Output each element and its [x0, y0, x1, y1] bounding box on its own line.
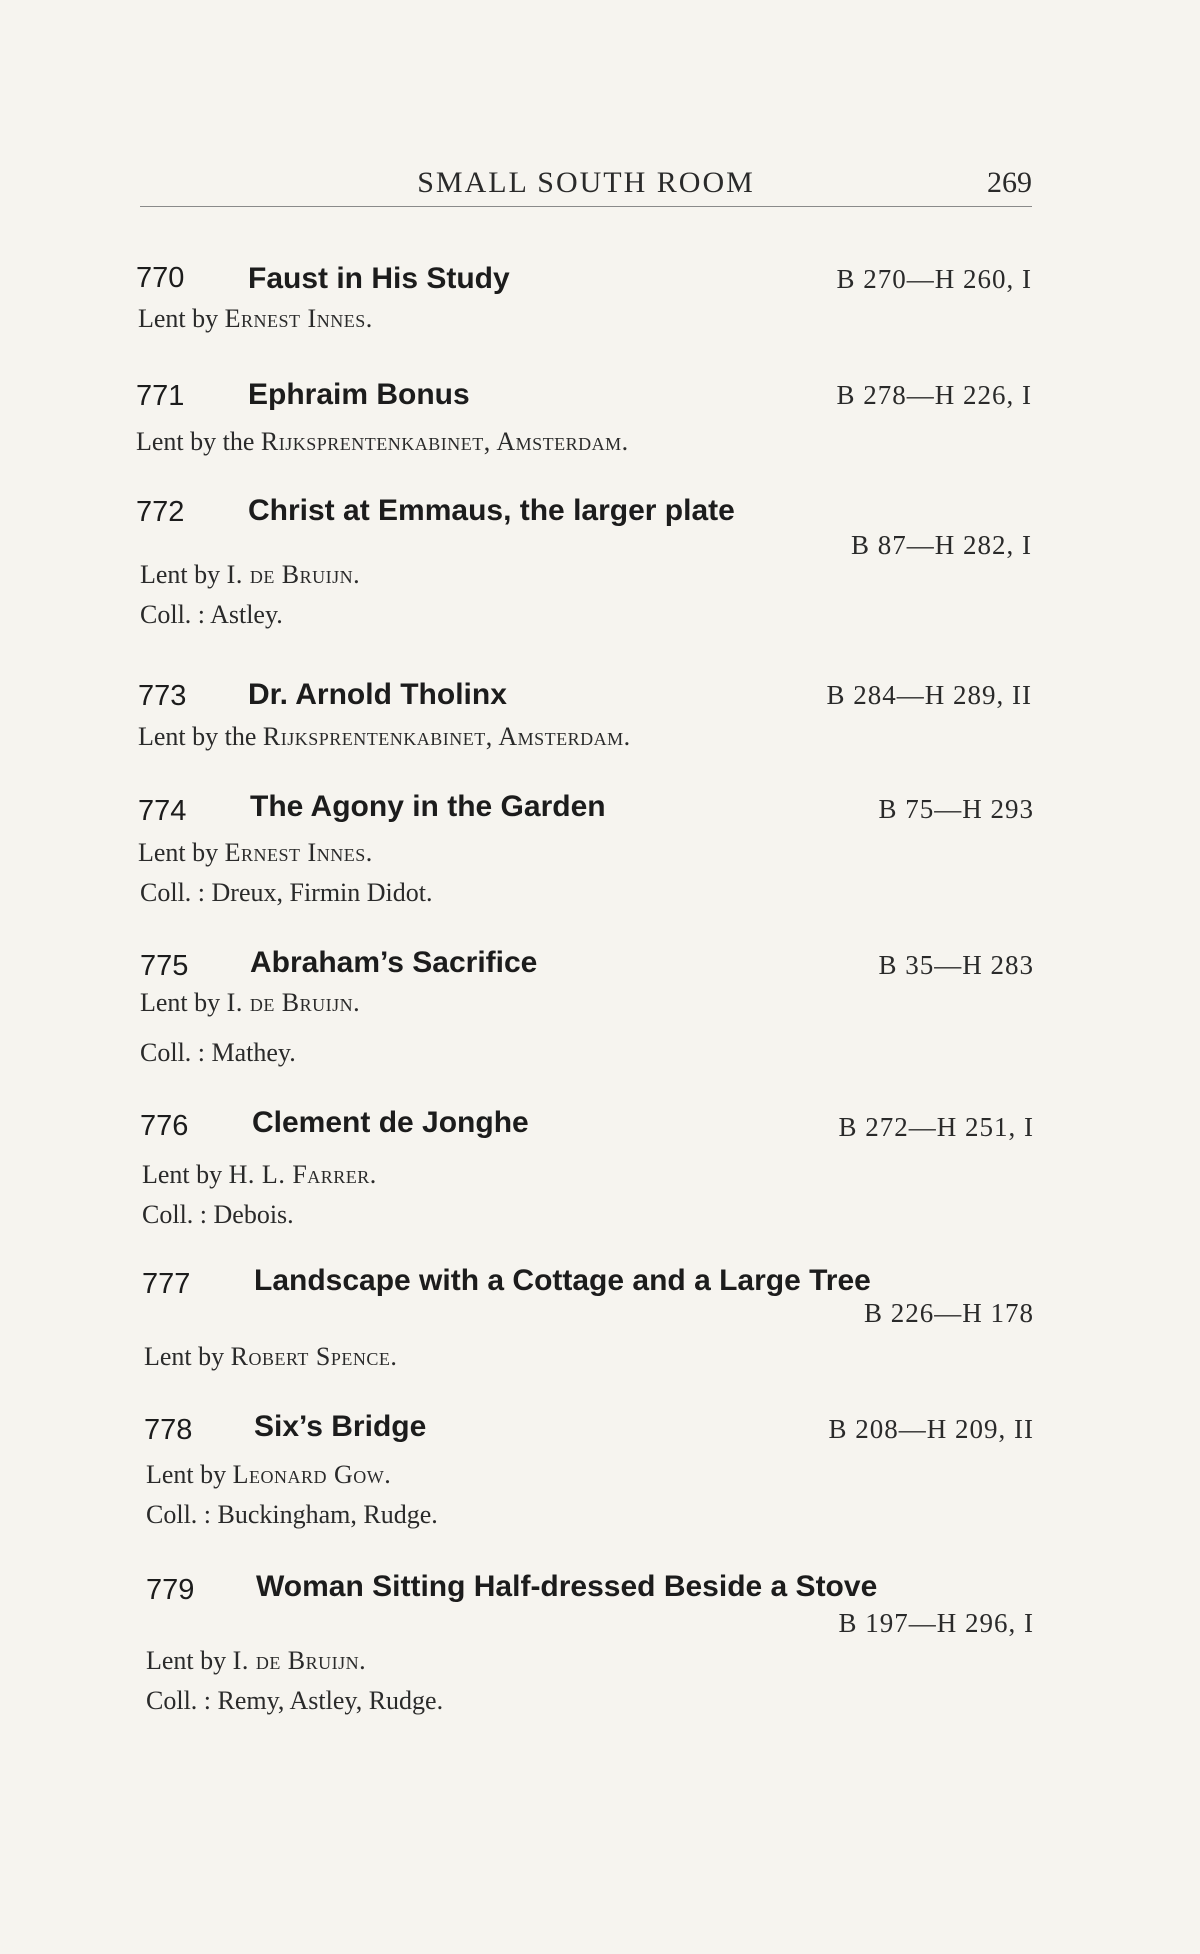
entry-title: Faust in His Study	[248, 262, 510, 295]
lent-by-label: Lent by	[144, 1342, 231, 1371]
entry-title: The Agony in the Garden	[250, 790, 606, 823]
entry-number: 773	[138, 680, 187, 712]
page-number: 269	[987, 166, 1032, 199]
lender-name: Rijksprentenkabinet, Amsterdam.	[262, 722, 631, 751]
lent-by-label: Lent by the	[138, 722, 263, 751]
entry-title: Six’s Bridge	[254, 1410, 427, 1443]
entry-title: Christ at Emmaus, the larger plate	[248, 494, 735, 527]
entry-title: Clement de Jonghe	[252, 1106, 529, 1139]
lender-name: I. de Bruijn.	[232, 1646, 367, 1675]
lent-by-line	[136, 427, 629, 457]
lent-by-line	[140, 988, 360, 1018]
entry-title: Landscape with a Cottage and a Large Tree	[254, 1264, 871, 1297]
entry-title: Dr. Arnold Tholinx	[248, 678, 507, 711]
entry-reference: B 35—H 283	[878, 950, 1034, 980]
lent-by-label: Lent by	[146, 1460, 233, 1489]
entry-number: 774	[138, 795, 187, 827]
entry-number: 779	[146, 1574, 195, 1606]
entry-reference: B 208—H 209, II	[828, 1414, 1034, 1444]
entry-number: 778	[144, 1414, 193, 1446]
entry-number: 772	[136, 496, 185, 528]
lent-by-line	[146, 1460, 391, 1490]
lender-name: Leonard Gow.	[232, 1460, 392, 1489]
lender-name: I. de Bruijn.	[226, 988, 361, 1017]
collection-line: Coll. : Mathey.	[140, 1038, 296, 1067]
lent-by-line	[138, 838, 373, 868]
lender-name: Robert Spence.	[230, 1342, 398, 1371]
entry-title: Woman Sitting Half-dressed Beside a Stove	[256, 1570, 878, 1603]
lender-name: Ernest Innes.	[224, 304, 373, 333]
entry-reference: B 87—H 282, I	[851, 530, 1032, 560]
entry-reference: B 278—H 226, I	[836, 380, 1032, 410]
lent-by-label: Lent by	[142, 1160, 229, 1189]
lent-by-label: Lent by	[140, 988, 227, 1017]
lender-name: H. L. Farrer.	[228, 1160, 377, 1189]
lent-by-line	[142, 1160, 377, 1190]
running-head: SMALL SOUTH ROOM	[417, 166, 755, 199]
lent-by-line	[138, 304, 373, 334]
entry-number: 771	[136, 380, 185, 412]
lent-by-line	[146, 1646, 366, 1676]
lent-by-label: Lent by	[146, 1646, 233, 1675]
page-header	[140, 166, 1032, 207]
lender-name: Ernest Innes.	[224, 838, 373, 867]
collection-line: Coll. : Astley.	[140, 600, 283, 629]
lent-by-line	[140, 560, 360, 590]
lent-by-line	[138, 722, 631, 752]
entry-reference: B 226—H 178	[863, 1298, 1034, 1328]
lent-by-label: Lent by	[140, 560, 227, 589]
lent-by-label: Lent by	[138, 304, 225, 333]
collection-line: Coll. : Remy, Astley, Rudge.	[146, 1686, 444, 1715]
entry-number: 770	[136, 262, 185, 294]
entry-reference: B 284—H 289, II	[826, 680, 1032, 710]
collection-line: Coll. : Debois.	[142, 1200, 294, 1229]
entry-number: 776	[140, 1110, 189, 1142]
entry-title: Abraham’s Sacrifice	[250, 946, 538, 979]
entry-reference: B 197—H 296, I	[838, 1608, 1034, 1638]
lender-name: Rijksprentenkabinet, Amsterdam.	[260, 427, 629, 456]
entry-reference: B 270—H 260, I	[836, 264, 1032, 294]
lender-name: I. de Bruijn.	[226, 560, 361, 589]
entry-number: 777	[142, 1268, 191, 1300]
lent-by-line	[144, 1342, 397, 1372]
lent-by-label: Lent by	[138, 838, 225, 867]
collection-line: Coll. : Buckingham, Rudge.	[146, 1500, 438, 1529]
lent-by-label: Lent by the	[136, 427, 261, 456]
collection-line: Coll. : Dreux, Firmin Didot.	[140, 878, 433, 907]
entry-reference: B 272—H 251, I	[838, 1112, 1034, 1142]
entry-number: 775	[140, 950, 189, 982]
entry-reference: B 75—H 293	[878, 794, 1034, 824]
entry-title: Ephraim Bonus	[248, 378, 470, 411]
